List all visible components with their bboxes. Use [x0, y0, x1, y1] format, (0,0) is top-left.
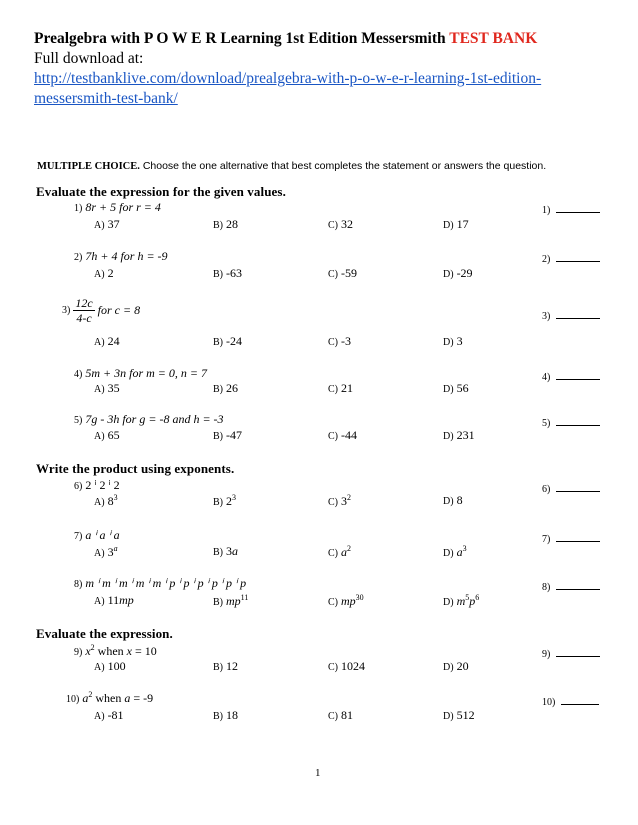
question-9: 9) $x^2$ when x = 10	[74, 643, 157, 658]
instructions	[37, 160, 546, 172]
option-b[interactable]: B) $mp^{11}$	[213, 593, 249, 608]
option-a[interactable]: A) 100	[94, 659, 126, 673]
option-a[interactable]: A) 37	[94, 217, 120, 231]
section-heading-evaluate-values: Evaluate the expression for the given values.	[36, 184, 286, 199]
title-tag: TEST BANK	[449, 30, 538, 47]
option-d[interactable]: D) 231	[443, 428, 475, 442]
option-d[interactable]: D) $m^5p^6$	[443, 593, 480, 608]
option-d[interactable]: D) $a^3$	[443, 544, 467, 559]
download-link-line2[interactable]: messersmith-test-bank/	[34, 90, 178, 107]
option-a[interactable]: A) -81	[94, 708, 124, 722]
option-d[interactable]: D) 17	[443, 217, 469, 231]
option-b[interactable]: B) $2^3$	[213, 493, 236, 508]
answer-blank-5[interactable]: 5)	[542, 415, 600, 429]
option-a[interactable]: A) 2	[94, 266, 114, 280]
question-text: m ⁱ m ⁱ m ⁱ m ⁱ m ⁱ p ⁱ p ⁱ p ⁱ p ⁱ p ⁱ p	[85, 576, 247, 590]
question-4: 4) 5m + 3n for m = 0, n = 7	[74, 366, 207, 380]
option-c[interactable]: C) 1024	[328, 659, 365, 673]
section-heading-exponents: Write the product using exponents.	[36, 461, 235, 476]
option-b[interactable]: B) -63	[213, 266, 242, 280]
question-text: 5m + 3n for m = 0, n = 7	[85, 366, 207, 380]
option-c[interactable]: C) -59	[328, 266, 357, 280]
question-7: 7) a ⁱ a ⁱ a	[74, 528, 120, 542]
title-text: Prealgebra with P O W E R Learning 1st Edition Messersmith	[34, 30, 446, 47]
answer-blank-3[interactable]: 3)	[542, 308, 600, 322]
instructions-text: Choose the one alternative that best completes the statement or answers the question.	[142, 160, 547, 172]
question-text: 2 ⁱ 2 ⁱ 2	[85, 478, 120, 492]
option-c[interactable]: C) $mp^{30}$	[328, 593, 364, 608]
question-text: 7h + 4 for h = -9	[85, 249, 168, 263]
answer-blank-1[interactable]: 1)	[542, 202, 600, 216]
option-d[interactable]: D) 20	[443, 659, 469, 673]
option-c[interactable]: C) -44	[328, 428, 357, 442]
question-text: 8r + 5 for r = 4	[85, 200, 161, 214]
question-number: 1)	[74, 203, 83, 214]
document-title	[34, 30, 537, 48]
question-10: 10) $a^2$ when a = -9	[66, 690, 154, 705]
answer-blank-9[interactable]: 9)	[542, 646, 600, 660]
option-c[interactable]: C) $3^2$	[328, 493, 351, 508]
answer-blank-2[interactable]: 2)	[542, 251, 600, 265]
option-d[interactable]: D) 512	[443, 708, 475, 722]
option-b[interactable]: B) 12	[213, 659, 238, 673]
option-a[interactable]: A) 35	[94, 381, 120, 395]
page-number: 1	[315, 767, 321, 779]
download-link-line1[interactable]: http://testbanklive.com/download/prealgebra-with-p-o-w-e-r-learning-1st-edition-	[34, 70, 542, 87]
option-d[interactable]: D) -29	[443, 266, 473, 280]
option-b[interactable]: B) 3a	[213, 544, 238, 558]
option-c[interactable]: C) $a^2$	[328, 544, 351, 559]
option-a[interactable]: A) 3$^a$	[94, 544, 118, 559]
option-c[interactable]: C) 21	[328, 381, 353, 395]
option-b[interactable]: B) 18	[213, 708, 238, 722]
option-a[interactable]: A) 65	[94, 428, 120, 442]
question-text: a ⁱ a ⁱ a	[85, 528, 120, 542]
option-a[interactable]: A) 11mp	[94, 593, 134, 607]
option-c[interactable]: C) -3	[328, 334, 351, 348]
answer-blank-10[interactable]: 10)	[542, 694, 599, 708]
question-3: 3) $\frac{12c}{4-c}$ for c = 8	[62, 296, 141, 325]
option-a[interactable]: A) $8^3$	[94, 493, 118, 508]
download-label: Full download at:	[34, 50, 144, 67]
answer-blank-7[interactable]: 7)	[542, 531, 600, 545]
question-text: 7g - 3h for g = -8 and h = -3	[85, 412, 224, 426]
option-d[interactable]: D) 3	[443, 334, 463, 348]
option-b[interactable]: B) -47	[213, 428, 242, 442]
question-text: for c = 8	[97, 303, 141, 317]
option-b[interactable]: B) -24	[213, 334, 242, 348]
option-d[interactable]: D) 56	[443, 381, 469, 395]
answer-blank-6[interactable]: 6)	[542, 481, 600, 495]
question-5: 5) 7g - 3h for g = -8 and h = -3	[74, 412, 224, 426]
question-8: 8) m ⁱ m ⁱ m ⁱ m ⁱ m ⁱ p ⁱ p ⁱ p ⁱ p ⁱ p ⁱ p	[74, 576, 247, 590]
option-d[interactable]: D) 8	[443, 493, 463, 507]
question-2: 2) 7h + 4 for h = -9	[74, 249, 168, 263]
fraction: $\frac{12c}{4-c}$	[75, 296, 93, 325]
section-heading-evaluate: Evaluate the expression.	[36, 626, 173, 641]
question-6: 6) 2 ⁱ 2 ⁱ 2	[74, 478, 120, 492]
option-b[interactable]: B) 26	[213, 381, 238, 395]
instructions-label: MULTIPLE CHOICE.	[37, 161, 140, 172]
answer-blank-4[interactable]: 4)	[542, 369, 600, 383]
question-1	[74, 200, 161, 215]
option-c[interactable]: C) 32	[328, 217, 353, 231]
option-b[interactable]: B) 28	[213, 217, 238, 231]
answer-blank-8[interactable]: 8)	[542, 579, 600, 593]
option-c[interactable]: C) 81	[328, 708, 353, 722]
option-a[interactable]: A) 24	[94, 334, 120, 348]
